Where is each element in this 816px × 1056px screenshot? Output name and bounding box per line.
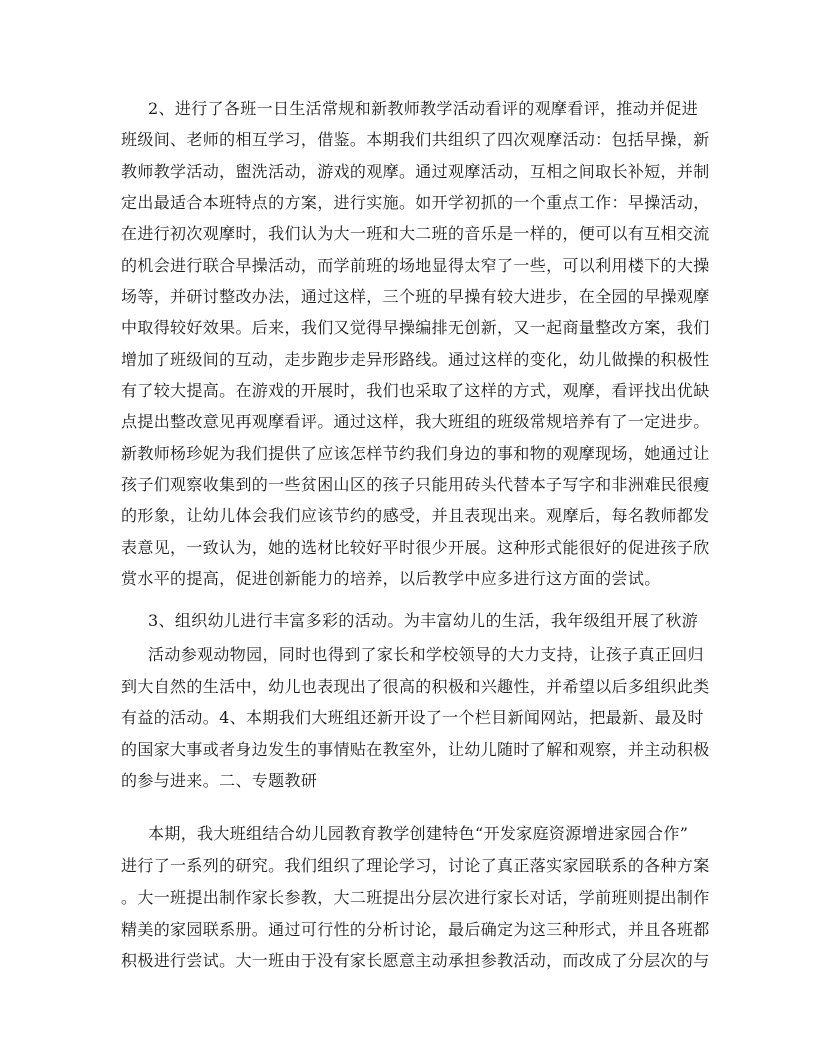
text-line: 3、组织幼儿进行丰富多彩的活动。为丰富幼儿的生活，我年级组开展了秋游 [148, 611, 699, 630]
text-line: 精美的家园联系册。通过可行性的分析讨论，最后确定为这三种形式，并且各班都 [121, 920, 710, 939]
text-line: 孩子们观察收集到的一些贫困山区的孩子只能用砖头代替本子写字和非洲难民很瘦 [121, 475, 710, 494]
text-line: 的国家大事或者身边发生的事情贴在教室外，让幼儿随时了解和观察，并主动积极 [121, 740, 710, 759]
text-line: 中取得较好效果。后来，我们又觉得早操编排无创新，又一起商量整改方案，我们 [121, 318, 710, 337]
text-line: 本期，我大班组结合幼儿园教育教学创建特色“开发家庭资源增进家园合作” [148, 824, 689, 843]
text-line: 教师教学活动，盥洗活动，游戏的观摩。通过观摩活动，互相之间取长补短，并制 [121, 162, 710, 181]
text-line: 的参与进来。二、专题教研 [121, 771, 318, 790]
text-line: 增加了班级间的互动，走步跑步走异形路线。通过这样的变化，幼儿做操的积极性 [121, 350, 710, 369]
text-line: 的机会进行联合早操活动，而学前班的场地显得太窄了一些，可以利用楼下的大操 [121, 256, 710, 275]
text-line: 。大一班提出制作家长参教，大二班提出分层次进行家长对话，学前班则提出制作 [121, 888, 710, 907]
text-line: 定出最适合本班特点的方案，进行实施。如开学初抓的一个重点工作：早操活动， [121, 193, 710, 212]
text-line: 在进行初次观摩时，我们认为大一班和大二班的音乐是一样的，便可以有互相交流 [121, 224, 710, 243]
text-line: 2、进行了各班一日生活常规和新教师教学活动看评的观摩看评，推动并促进 [148, 99, 699, 118]
text-line: 新教师杨珍妮为我们提供了应该怎样节约我们身边的事和物的观摩现场，她通过让 [121, 444, 710, 463]
text-line: 赏水平的提高，促进创新能力的培养，以后教学中应多进行这方面的尝试。 [121, 569, 661, 588]
text-line: 到大自然的生活中，幼儿也表现出了很高的积极和兴趣性，并希望以后多组织此类 [121, 677, 710, 696]
text-line: 有益的活动。4、本期我们大班组还新开设了一个栏目新闻网站，把最新、最及时 [121, 708, 704, 727]
text-line: 活动参观动物园，同时也得到了家长和学校领导的大力支持，让孩子真正回归 [148, 645, 704, 664]
text-line: 班级间、老师的相互学习，借鉴。本期我们共组织了四次观摩活动：包括早操，新 [121, 130, 710, 149]
text-line: 积极进行尝试。大一班由于没有家长愿意主动承担参教活动，而改成了分层次的与 [121, 951, 710, 970]
text-line: 进行了一系列的研究。我们组织了理论学习，讨论了真正落实家园联系的各种方案 [121, 856, 710, 875]
text-line: 场等，并研讨整改办法，通过这样，三个班的早操有较大进步，在全园的早操观摩 [121, 287, 710, 306]
text-line: 的形象，让幼儿体会我们应该节约的感受，并且表现出来。观摩后，每名教师都发 [121, 506, 710, 525]
text-line: 有了较大提高。在游戏的开展时，我们也采取了这样的方式，观摩，看评找出优缺 [121, 381, 710, 400]
text-line: 点提出整改意见再观摩看评。通过这样，我大班组的班级常规培养有了一定进步。 [121, 412, 710, 431]
text-line: 表意见，一致认为，她的选材比较好平时很少开展。这种形式能很好的促进孩子欣 [121, 538, 710, 557]
